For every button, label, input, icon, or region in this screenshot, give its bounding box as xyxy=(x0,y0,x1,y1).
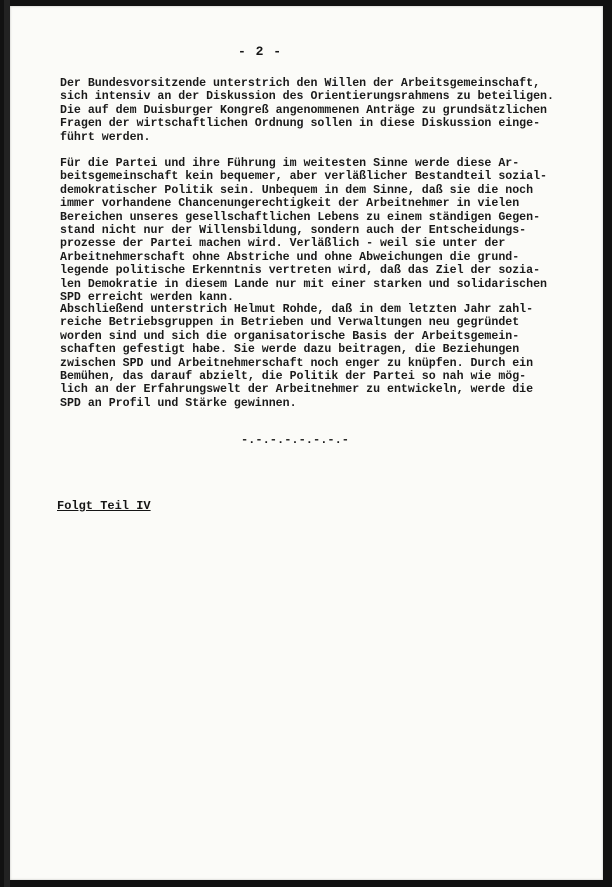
continuation-note: Folgt Teil IV xyxy=(57,499,151,513)
paragraph-1: Der Bundesvorsitzende unterstrich den Willen der Arbeitsgemeinschaft, sich intensiv an der Diskussion des Orientierungsrahmens zu beteiligen. Die auf dem Duisburger Kongreß angenommenen Anträge zu grundsätzlichen Fragen der wirtschaftlichen Ordnung sollen in diese Diskussion einge- führt werden. xyxy=(60,77,554,144)
paragraph-3: Abschließend unterstrich Helmut Rohde, daß in dem letzten Jahr zahl- reiche Betriebsgruppen in Betrieben und Verwaltungen neu gegründet worden sind und sich die organisatorische Basis der Arbeitsgemein- schaften gefestigt habe. Sie werde dazu beitragen, die Beziehungen zwischen SPD und Arbeitnehmerschaft noch enger zu knüpfen. Durch ein Bemühen, das darauf abzielt, die Politik der Partei so nah wie mög- lich an der Erfahrungswelt der Arbeitnehmer zu entwickeln, werde die SPD an Profil und Stärke gewinnen. xyxy=(60,303,534,410)
page-number: - 2 - xyxy=(237,44,282,59)
section-divider: -.-.-.-.-.-.-.- xyxy=(240,433,350,447)
paragraph-2: Für die Partei und ihre Führung im weitesten Sinne werde diese Ar- beitsgemeinschaft kein bequemer, aber verläßlicher Bestandteil sozial- demokratischer Politik sein. Unbequem in dem Sinne, daß sie die noch immer vorhandene Chancenungerechtigkeit der Arbeitnehmer in vielen Bereichen unseres gesellschaftlichen Lebens zu einem ständigen Gegen- stand nicht nur der Willensbildung, sondern auch der Entscheidungs- prozesse der Partei machen wird. Verläßlich - weil sie unter der Arbeitnehmerschaft ohne Abstriche und ohne Abweichungen die grund- legende politische Erkenntnis vertreten wird, daß das Ziel der sozia- len Demokratie in diesem Lande nur mit einer starken und solidarischen SPD erreicht werden kann. xyxy=(60,157,548,305)
